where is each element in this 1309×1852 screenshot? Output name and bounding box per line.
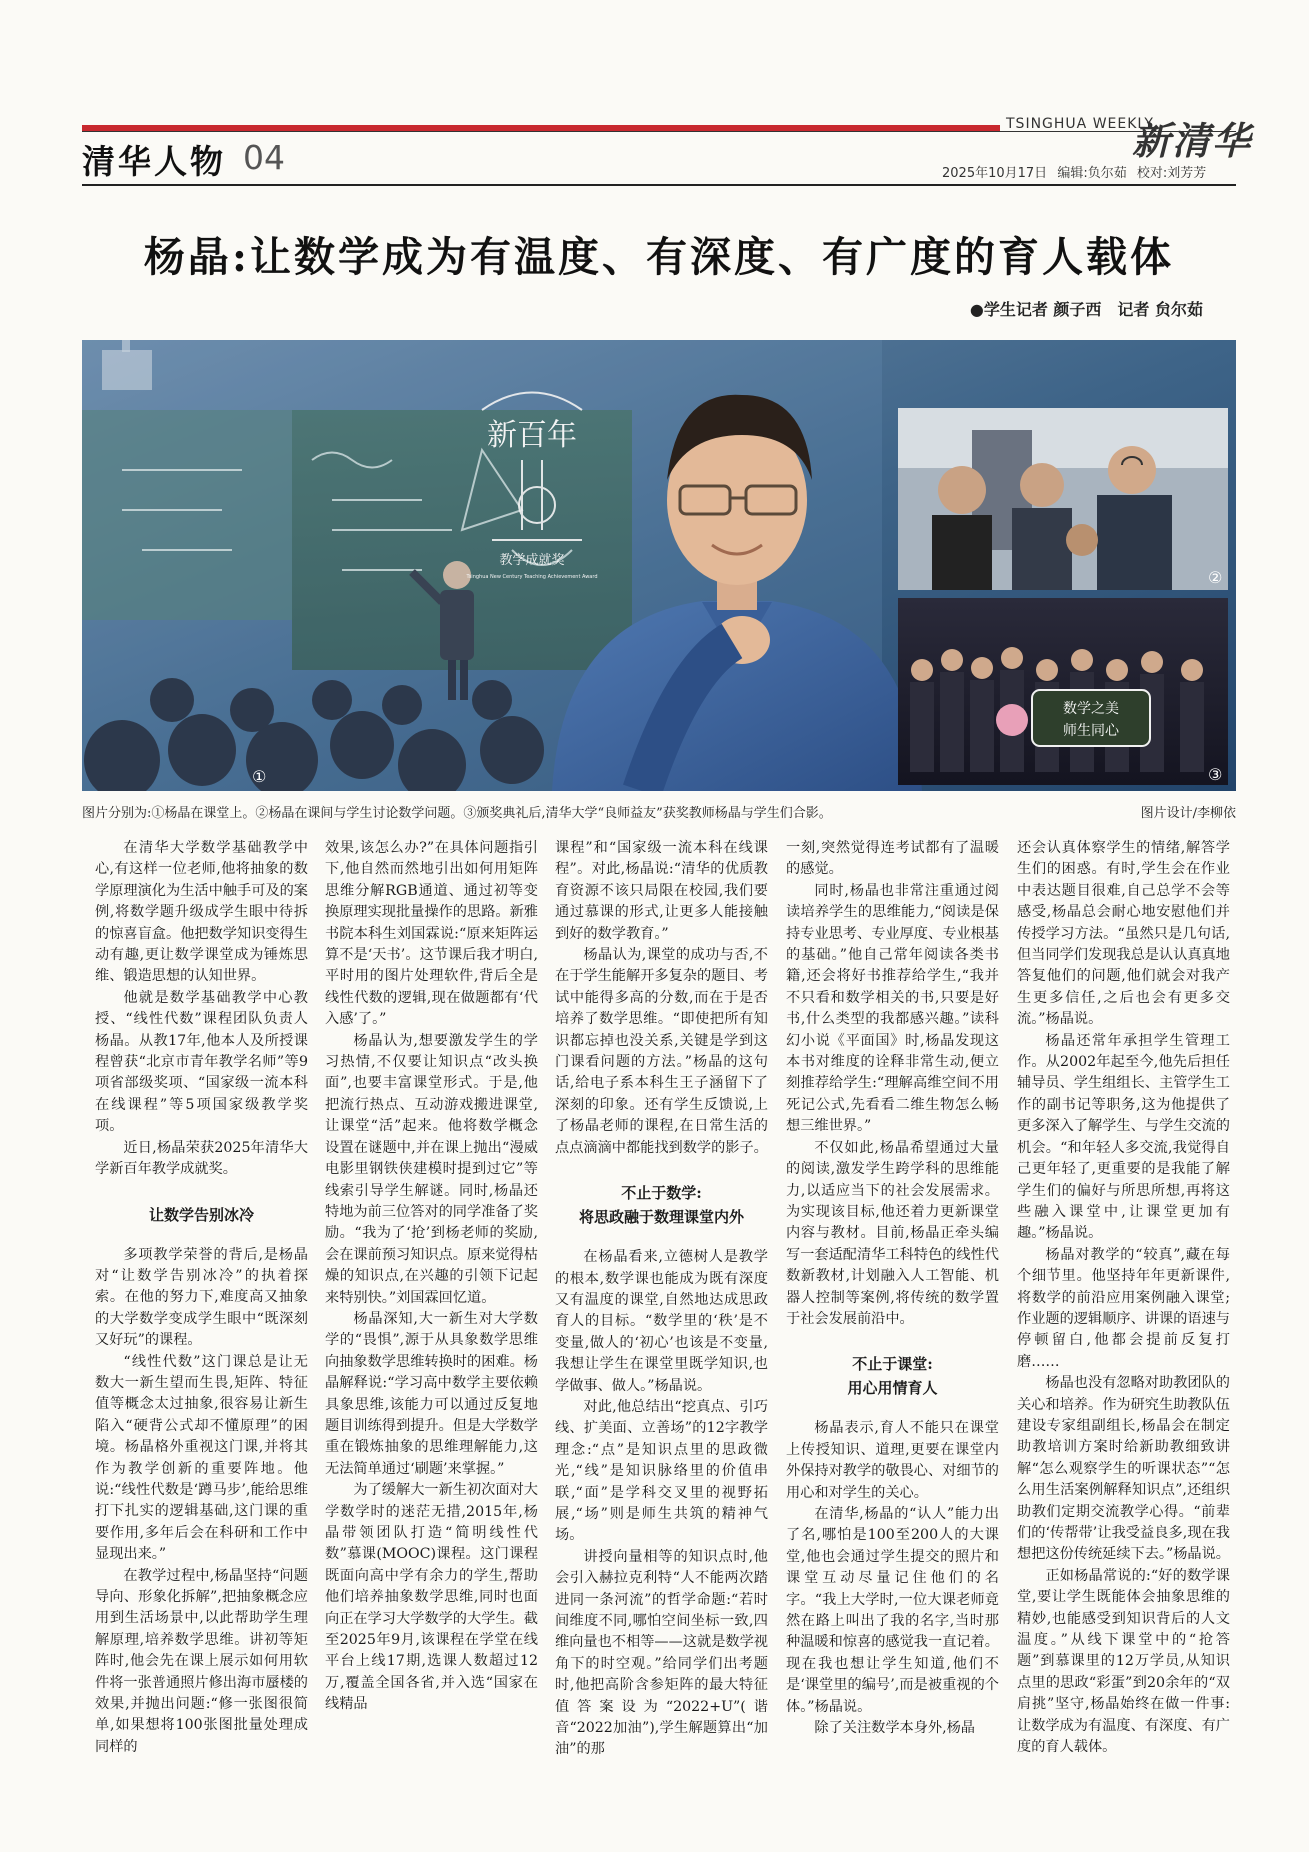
paper-name-en: TSINGHUA WEEKLY bbox=[1006, 116, 1154, 132]
subheading bbox=[95, 1203, 308, 1227]
paragraph: 杨晶深知,大一新生对大学数学的“畏惧”,源于从具象数学思维向抽象数学思维转换时的困难。杨晶解释说:“学习高中数学主要依赖具象思维,该能力可以通过反复地题目训练得到提升。但是大学数学重在锻炼抽象的思维理解能力,这无法简单通过‘刷题’来掌握。” bbox=[325, 1310, 538, 1477]
paragraph: 近日,杨晶荣获2025年清华大学新百年教学成就奖。 bbox=[95, 1139, 308, 1178]
article-column-4 bbox=[786, 838, 999, 1828]
subheading bbox=[786, 1352, 999, 1400]
banner-line-2: 师生同心 bbox=[1063, 723, 1119, 739]
paragraph: 效果,该怎么办?”在具体问题指引下,他自然而然地引出如何用矩阵思维分解RGB通道、通过初等变换原理实现批量操作的思路。新雅书院本科生刘国霖说:“原来矩阵运算不是‘天书’。这节课后我才明白,平时用的图片处理软件,背后全是线性代数的逻辑,现在做题都有‘代入感’了。” bbox=[325, 840, 538, 1028]
article-byline: ●学生记者 颜子西 记者 贠尔茹 bbox=[969, 300, 1203, 319]
paragraph: 一刻,突然觉得连考试都有了温暖的感觉。 bbox=[786, 840, 999, 878]
paragraph: 对此,他总结出“挖真点、引巧线、扩美面、立善场”的12字教学理念:“点”是知识点里的思政微光,“线”是知识脉络里的价值串联,“面”是学科交叉里的视野拓展,“场”则是师生共筑的精神气场。 bbox=[555, 1398, 768, 1544]
masthead-rule-bottom bbox=[82, 184, 1236, 186]
photo-marker-1: ① bbox=[252, 767, 267, 786]
article-column-3 bbox=[555, 838, 768, 1828]
inset-photo-group bbox=[898, 598, 1228, 785]
banner-line-1: 数学之美 bbox=[1063, 701, 1119, 717]
paragraph: 杨晶认为,课堂的成功与否,不在于学生能解开多复杂的题目、考试中能得多高的分数,而在于是否培养了数学思维。“即使把所有知识都忘掉也没关系,关键是学到这门课看问题的方法。”杨晶的这句话,给电子系本科生王子涵留下了深刻的印象。还有学生反馈说,上了杨晶老师的课程,在日常生活的点点滴滴中都能找到数学的影子。 bbox=[555, 947, 768, 1156]
paragraph: 不仅如此,杨晶希望通过大量的阅读,激发学生跨学科的思维能力,以适应当下的社会发展需求。为实现该目标,他还着力更新课堂内容与教材。目前,杨晶正牵头编写一套适配清华工科特色的线性代数新教材,计划融入人工智能、机器人控制等案例,将传统的数学置于社会发展前沿中。 bbox=[786, 1139, 999, 1327]
paragraph: 在杨晶看来,立德树人是教学的根本,数学课也能成为既有深度又有温度的课堂,自然地达成思政育人的目标。“数学里的‘秩’是不变量,做人的‘初心’也该是不变量,我想让学生在课堂里既学知识,也学做事、做人。”杨晶说。 bbox=[555, 1249, 768, 1394]
photo-illustration bbox=[82, 340, 1236, 791]
subheading-line: 不止于数学: bbox=[621, 1184, 702, 1203]
paragraph: 杨晶还常年承担学生管理工作。从2002年起至今,他先后担任辅导员、学生组组长、主管学生工作的副书记等职务,这为他提供了更多深入了解学生、与学生交流的机会。“和年轻人多交流,我觉得自己更年轻了,更重要的是我能了解学生们的偏好与所思所想,再将这些融入课堂中,让课堂更加有趣。”杨晶说。 bbox=[1017, 1032, 1230, 1242]
paragraph: 课程”和“国家级一流本科在线课程”。对此,杨晶说:“清华的优质教育资源不该只局限在校园,我们要通过慕课的形式,让更多人能接触到好的数学教育。” bbox=[555, 840, 768, 942]
section-title: 清华人物 bbox=[82, 142, 226, 181]
dateline bbox=[942, 162, 1206, 181]
issue-date: 2025年10月17日 bbox=[942, 166, 1048, 181]
article-column-2 bbox=[325, 838, 538, 1828]
editor-credit: 编辑:负尔茹 bbox=[1057, 166, 1127, 181]
paragraph: 在教学过程中,杨晶坚持“问题导向、形象化拆解”,把抽象概念应用到生活场景中,以此帮助学生理解原理,培养数学思维。讲初等矩阵时,他会先在课上展示如何用软件将一张普通照片修出海市蜃楼的效果,并抛出问题:“修一张图很简单,如果想将100张图批量处理成同样的 bbox=[95, 1567, 308, 1755]
paragraph: 多项教学荣誉的背后,是杨晶对“让数学告别冰冷”的执着探索。在他的努力下,难度高又抽象的大学数学变成学生眼中“既深刻又好玩”的课程。 bbox=[95, 1246, 308, 1349]
subheading-line: 将思政融于数理课堂内外 bbox=[578, 1208, 744, 1227]
paragraph: “线性代数”这门课总是让无数大一新生望而生畏,矩阵、特征值等概念太过抽象,很容易让新生陷入“硬背公式却不懂原理”的困境。杨晶格外重视这门课,并将其作为教学创新的重要阵地。他说:“线性代数是‘蹲马步’,能给思维打下扎实的逻辑基础,这门课的重要作用,多年后会在科研和工作中显现出来。” bbox=[95, 1353, 308, 1563]
photo-caption: 图片分别为:①杨晶在课堂上。②杨晶在课间与学生讨论数学问题。③颁奖典礼后,清华大学“良师益友”获奖教师杨晶与学生们合影。 bbox=[82, 806, 832, 821]
award-logo-sub: 教学成就奖 bbox=[499, 553, 565, 568]
paragraph: 在清华,杨晶的“认人”能力出了名,哪怕是100至200人的大课堂,他也会通过学生提交的照片和课堂互动尽量记住他们的名字。“我上大学时,一位大课老师竟然在路上叫出了我的名字,当时那种温暖和惊喜的感觉我一直记着。现在我也想让学生知道,他们不是‘课堂里的编号’,而是被重视的个体。”杨晶说。 bbox=[786, 1505, 999, 1715]
article-column-5 bbox=[1017, 838, 1230, 1828]
paragraph: 在清华大学数学基础教学中心,有这样一位老师,他将抽象的数学原理演化为生活中触手可及的案例,将数学题升级成学生眼中待拆的惊喜盲盒。他把数学知识变得生动有趣,更让数学课堂成为锤炼思维、锻造思想的认知世界。 bbox=[95, 840, 308, 985]
paragraph: 正如杨晶常说的:“好的数学课堂,要让学生既能体会抽象思维的精妙,也能感受到知识背后的人文温度。”从线下课堂中的“抢答题”到慕课里的12万学员,从知识点里的思政“彩蛋”到20余年的“双肩挑”坚守,杨晶始终在做一件事:让数学成为有温度、有深度、有广度的育人载体。 bbox=[1017, 1567, 1230, 1756]
inset-photo-discussion bbox=[898, 408, 1228, 590]
paragraph: 为了缓解大一新生初次面对大学数学时的迷茫无措,2015年,杨晶带领团队打造“简明线性代数”慕课(MOOC)课程。这门课程既面向高中学有余力的学生,帮助他们培养抽象数学思维,同时也面向正在学习大学数学的大学生。截至2025年9月,该课程在学堂在线平台上线17期,选课人数超过12万,覆盖全国各省,并入选“国家在线精品 bbox=[325, 1482, 538, 1713]
subheading bbox=[555, 1181, 768, 1229]
paragraph: 他就是数学基础教学中心教授、“线性代数”课程团队负责人杨晶。从教17年,他本人及所授课程曾获“北京市青年教学名师”等9项省部级奖项、“国家级一流本科在线课程”等5项国家级教学奖项。 bbox=[95, 989, 308, 1135]
award-logo-en: Tsinghua New Century Teaching Achievement Award bbox=[466, 574, 598, 580]
paragraph: 讲授向量相等的知识点时,他会引入赫拉克利特“人不能两次踏进同一条河流”的哲学命题:“若时间维度不同,哪怕空间坐标一致,四维向量也不相等——这就是数学视角下的时空观。”给同学们出考题时,他把高阶含参矩阵的最大特征值答案设为“2022+U”(谐音“2022加油”),学生解题算出“加油”的那 bbox=[555, 1548, 768, 1758]
paragraph: 还会认真体察学生的情绪,解答学生们的困惑。有时,学生会在作业中表达题目很难,自己总学不会等感受,杨晶总会耐心地安慰他们并传授学习方法。“虽然只是几句话,但当同学们发现我总是认认真真地答复他们的问题,他们就会对我产生更多信任,之后也会有更多交流。”杨晶说。 bbox=[1017, 840, 1230, 1028]
paragraph: 杨晶认为,想要激发学生的学习热情,不仅要让知识点“改头换面”,也要丰富课堂形式。于是,他把流行热点、互动游戏搬进课堂,让课堂“活”起来。他将数学概念设置在谜题中,并在课上抛出“漫威电影里钢铁侠建模时提到过它”等线索引导学生解谜。同时,杨晶还特地为前三位答对的同学准备了奖励。“我为了‘抢’到杨老师的奖励,会在课前预习知识点。原来觉得枯燥的知识点,在兴趣的引领下记起来特别快。”刘国霖回忆道。 bbox=[325, 1032, 538, 1306]
photo-marker-2: ② bbox=[1208, 568, 1223, 587]
photo-credit: 图片设计/李柳依 bbox=[1140, 806, 1236, 821]
article-column-1 bbox=[95, 838, 308, 1828]
subheading-line: 不止于课堂: bbox=[852, 1355, 933, 1374]
page-number: 04 bbox=[243, 138, 285, 177]
photo-marker-3: ③ bbox=[1208, 765, 1223, 784]
proofreader-credit: 校对:刘芳芳 bbox=[1136, 166, 1207, 181]
paragraph: 杨晶也没有忽略对助教团队的关心和培养。作为研究生助教队伍建设专家组副组长,杨晶会在制定助教培训方案时给新助教细致讲解“怎么观察学生的听课状态”“怎么用生活案例解释知识点”,还组织助教们定期交流教学心得。“前辈们的‘传帮带’让我受益良多,现在我想把这份传统延续下去。”杨晶说。 bbox=[1017, 1375, 1230, 1563]
paragraph: 除了关注数学本身外,杨晶 bbox=[814, 1720, 975, 1737]
paper-logo: 新清华 bbox=[1132, 118, 1253, 163]
subheading-line: 用心用情育人 bbox=[847, 1379, 938, 1398]
paragraph: 杨晶对教学的“较真”,藏在每个细节里。他坚持年年更新课件,将数学的前沿应用案例融入课堂;作业题的逻辑顺序、讲课的语速与停顿留白,他都会提前反复打磨…… bbox=[1017, 1246, 1230, 1370]
award-logo-text: 新百年 bbox=[487, 418, 577, 453]
photo-collage bbox=[82, 340, 1236, 791]
paragraph: 杨晶表示,育人不能只在课堂上传授知识、道理,更要在课堂内外保持对教学的敬畏心、对细节的用心和对学生的关心。 bbox=[786, 1420, 999, 1501]
article-title: 杨晶:让数学成为有温度、有深度、有广度的育人载体 bbox=[143, 233, 1175, 281]
subheading-line: 让数学告别冰冷 bbox=[148, 1205, 254, 1224]
paragraph: 同时,杨晶也非常注重通过阅读培养学生的思维能力,“阅读是保持专业思考、专业厚度、专业根基的基础。”他自己常年阅读各类书籍,还会将好书推荐给学生,“我并不只看和数学相关的书,只要是好书,什么类型的我都感兴趣。”读科幻小说《平面国》时,杨晶发现这本书对维度的诠释非常生动,便立刻推荐给学生:“理解高维空间不用死记公式,先看看二维生物怎么畅想三维世界。” bbox=[786, 882, 999, 1135]
